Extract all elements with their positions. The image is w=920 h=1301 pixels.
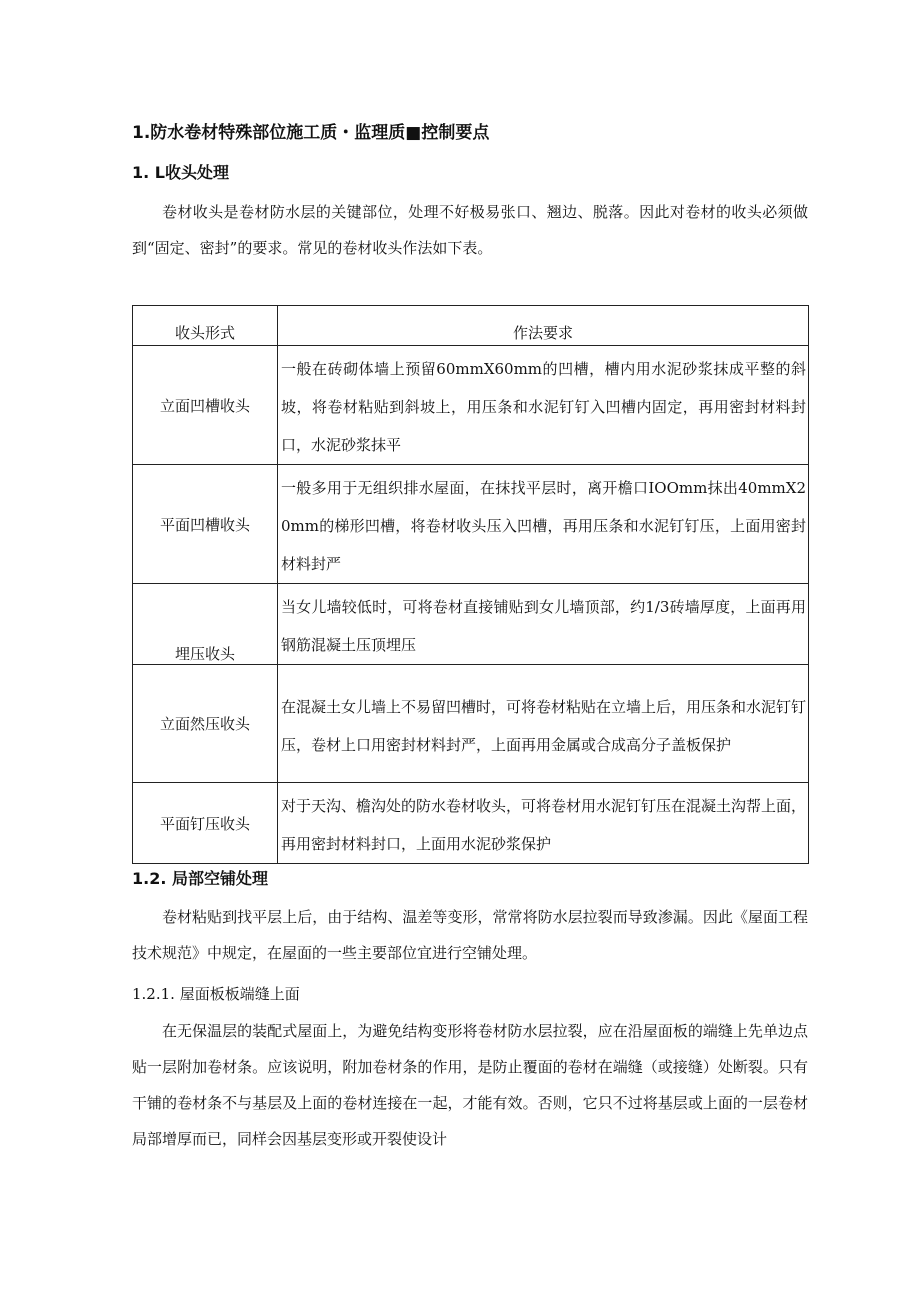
table-cell-form: 立面然压收头	[133, 665, 278, 783]
table-cell-requirement: 一般在砖砌体墙上预留60mmX60mm的凹槽，槽内用水泥砂浆抹成平整的斜坡，将卷材粘贴到斜坡上，用压条和水泥钉钉入凹槽内固定，再用密封材料封口，水泥砂浆抹平	[278, 346, 809, 465]
table-cell-requirement: 在混凝土女儿墙上不易留凹槽时，可将卷材粘贴在立墙上后，用压条和水泥钉钉压，卷材上口用密封材料封严，上面再用金属或合成高分子盖板保护	[278, 665, 809, 783]
section-paragraph-1-2-1: 在无保温层的装配式屋面上，为避免结构变形将卷材防水层拉裂，应在沿屋面板的端缝上先单边点贴一层附加卷材条。应该说明，附加卷材条的作用，是防止覆面的卷材在端缝（或接缝）处断裂。只有干铺的卷材条不与基层及上面的卷材连接在一起，才能有效。否则，它只不过将基层或上面的一层卷材局部增厚而已，同样会因基层变形或开裂使设计	[132, 1022, 808, 1148]
column-header-form: 收头形式	[133, 306, 278, 346]
table-cell-requirement: 一般多用于无组织排水屋面，在抹找平层时，离开檐口IOOmm抹出40mmX20mm的梯形凹槽，将卷材收头压入凹槽，再用压条和水泥钉钉压，上面用密封材料封严	[278, 465, 809, 584]
table-cell-form: 平面凹槽收头	[133, 465, 278, 584]
section-paragraph-1-1: 卷材收头是卷材防水层的关键部位，处理不好极易张口、翘边、脱落。因此对卷材的收头必须做到“固定、密封”的要求。常见的卷材收头作法如下表。	[132, 203, 808, 257]
table-row	[133, 465, 809, 584]
table-row	[133, 584, 809, 665]
table-cell-form: 平面钉压收头	[133, 783, 278, 864]
table-row	[133, 346, 809, 465]
table-cell-form: 立面凹槽收头	[133, 346, 278, 465]
closure-methods-table	[132, 305, 809, 864]
table-row	[133, 665, 809, 783]
table-row	[133, 783, 809, 864]
column-header-requirement: 作法要求	[278, 306, 809, 346]
table-header-row	[133, 306, 809, 346]
table-cell-requirement: 当女儿墙较低时，可将卷材直接铺贴到女儿墙顶部，约1/3砖墙厚度，上面再用钢筋混凝土压顶埋压	[278, 584, 809, 665]
table-cell-requirement: 对于天沟、檐沟处的防水卷材收头，可将卷材用水泥钉钉压在混凝土沟帮上面，再用密封材料封口，上面用水泥砂浆保护	[278, 783, 809, 864]
section-heading-1-1: 1. L收头处理	[132, 163, 229, 182]
section-heading-1-2-1: 1.2.1. 屋面板板端缝上面	[132, 985, 300, 1003]
section-heading-1-2: 1.2. 局部空铺处理	[132, 869, 268, 888]
main-heading: 1.防水卷材特殊部位施工质・监理质■控制要点	[132, 123, 490, 143]
table-cell-form: 埋压收头	[133, 584, 278, 665]
section-paragraph-1-2: 卷材粘贴到找平层上后，由于结构、温差等变形，常常将防水层拉裂而导致渗漏。因此《屋面工程技术规范》中规定，在屋面的一些主要部位宜进行空铺处理。	[132, 908, 808, 962]
